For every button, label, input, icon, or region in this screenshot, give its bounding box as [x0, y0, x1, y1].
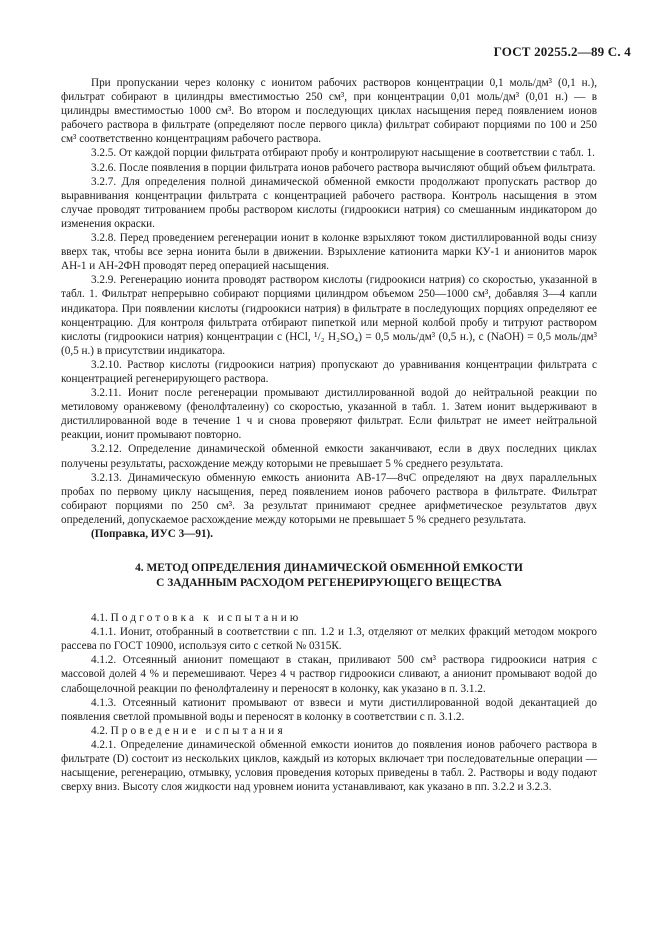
paragraph: При пропускании через колонку с ионитом рабочих растворов концентрации 0,1 моль/дм³ (0,1 н.), фильтрат собирают в цилиндры вместимостью 250 см³, при концентрации 0,01 моль/дм³ (0,01 н.) — в цилиндры вместимостью 1000 см³. Во втором и последующих циклах насыщения перед появлением ионов рабочего раствора в фильтрате (определяют после первого цикла) фильтрат собирают порциями по 100 и 250 см³ соответственно концентрациям рабочего раствора.: [61, 77, 597, 146]
paragraph: 4.2.1. Определение динамической обменной емкости ионитов до появления ионов рабочего раствора в фильтрате (D) состоит из нескольких циклов, каждый из которых включает три последовательные операции — насыщение, регенерацию, отмывку, условия проведения которых приведены в табл. 2. Растворы и воду подают сверху вниз. Высоту слоя жидкости над уровнем ионита устанавливают, как указано в пп. 3.2.2 и 3.2.3.: [61, 738, 597, 794]
paragraph: 4.1.3. Отсеянный катионит промывают от взвеси и мути дистиллированной водой декантацией до появления светлой промывной воды и переносят в колонку в соответствии с п. 3.1.2.: [61, 696, 597, 723]
subheading: [61, 724, 597, 738]
section-title-line-1: 4. МЕТОД ОПРЕДЕЛЕНИЯ ДИНАМИЧЕСКОЙ ОБМЕННОЙ ЕМКОСТИ: [135, 562, 523, 575]
section-title-line-2: С ЗАДАННЫМ РАСХОДОМ РЕГЕНЕРИРУЮЩЕГО ВЕЩЕСТВА: [156, 577, 502, 590]
subheading-number: 4.2.: [91, 724, 108, 737]
subheading-text: Подготовка к испытанию: [110, 612, 302, 625]
subheading-number: 4.1.: [91, 612, 108, 625]
body-text: [61, 76, 597, 794]
page-header: ГОСТ 20255.2—89 С. 4: [493, 44, 631, 59]
paragraph: 3.2.6. После появления в порции фильтрата ионов рабочего раствора вычисляют общий объем фильтрата.: [91, 161, 596, 174]
paragraph: 3.2.8. Перед проведением регенерации ионит в колонке взрыхляют током дистиллированной воды снизу вверх так, чтобы все зерна ионита были в движении. Взрыхление катионита марки КУ-1 и анионитов марок АН-1 и АН-2ФН проводят перед операцией насыщения.: [61, 232, 597, 273]
amendment-note: (Поправка, ИУС 3—91).: [91, 528, 214, 540]
paragraph: 3.2.13. Динамическую обменную емкость анионита АВ-17—8чС определяют на двух параллельных пробах по первому циклу насыщения, перед появлением ионов рабочего раствора в фильтрате. Фильтрат собирают порциями по 250 см³. За результат принимают среднее арифметическое результатов двух определений, допускаемое расхождение между которыми не превышает 5 % среднего результата.: [61, 471, 597, 526]
paragraph: 4.1.1. Ионит, отобранный в соответствии с пп. 1.2 и 1.3, отделяют от мелких фракций методом мокрого рассева по ГОСТ 10900, используя сито с сеткой № 0315К.: [61, 626, 597, 653]
paragraph: 3.2.11. Ионит после регенерации промывают дистиллированной водой до нейтральной реакции по метиловому оранжевому (фенолфталеину) со скоростью, указанной в табл. 1. Затем ионит выдерживают в дистиллированной воде в течение 1 ч и снова проверяют фильтрат. Если фильтрат не имеет нейтральной реакции, ионит промывают повторно.: [61, 387, 597, 442]
section-title: [61, 561, 597, 591]
subheading: [61, 611, 597, 625]
paragraph: 3.2.10. Раствор кислоты (гидроокиси натрия) пропускают до уравнивания концентрации фильтрата с концентрацией регенерирующего раствора.: [61, 358, 597, 385]
subheading-text: Проведение испытания: [110, 724, 286, 737]
paragraph: 3.2.9. Регенерацию ионита проводят раствором кислоты (гидроокиси натрия) со скоростью, указанной в табл. 1. Фильтрат непрерывно собирают порциями цилиндром объемом 250—1000 см³, добавляя 3—4 капли индикатора. При появлении кислоты (гидроокиси натрия) в фильтрате в последующих порциях определяют ее концентрацию. Для контроля фильтрата отбирают пипеткой или мерной колбой пробу и титруют раствором кислоты (гидроокиси натрия) концентрации c (HCl, ¹/₂ H₂SO₄) = 0,5 моль/дм³ (0,5 н.), c (NaOH) = 0,5 моль/дм³ (0,5 н.) в присутствии индикатора.: [61, 274, 597, 357]
paragraph: 3.2.12. Определение динамической обменной емкости заканчивают, если в двух последних циклах получены результаты, расхождение между которыми не превышает 5 % среднего результата.: [61, 443, 597, 470]
paragraph: 3.2.7. Для определения полной динамической обменной емкости продолжают пропускать раствор до выравнивания концентрации фильтрата с концентрацией рабочего раствора. Контроль насыщения в этом случае проводят титрованием пробы раствором кислоты (гидроокиси натрия) со смешанным индикатором до изменения окраски.: [61, 175, 597, 230]
paragraph: 4.1.2. Отсеянный анионит помещают в стакан, приливают 500 см³ раствора гидроокиси натрия с массовой долей 4 % и перемешивают. Через 4 ч раствор гидроокиси сливают, а анионит промывают водой до слабощелочной реакции по фенолфталеину и переносят в колонку, как указано в п. 3.1.2.: [61, 654, 597, 695]
paragraph: 3.2.5. От каждой порции фильтрата отбирают пробу и контролируют насыщение в соответствии с табл. 1.: [91, 147, 595, 160]
